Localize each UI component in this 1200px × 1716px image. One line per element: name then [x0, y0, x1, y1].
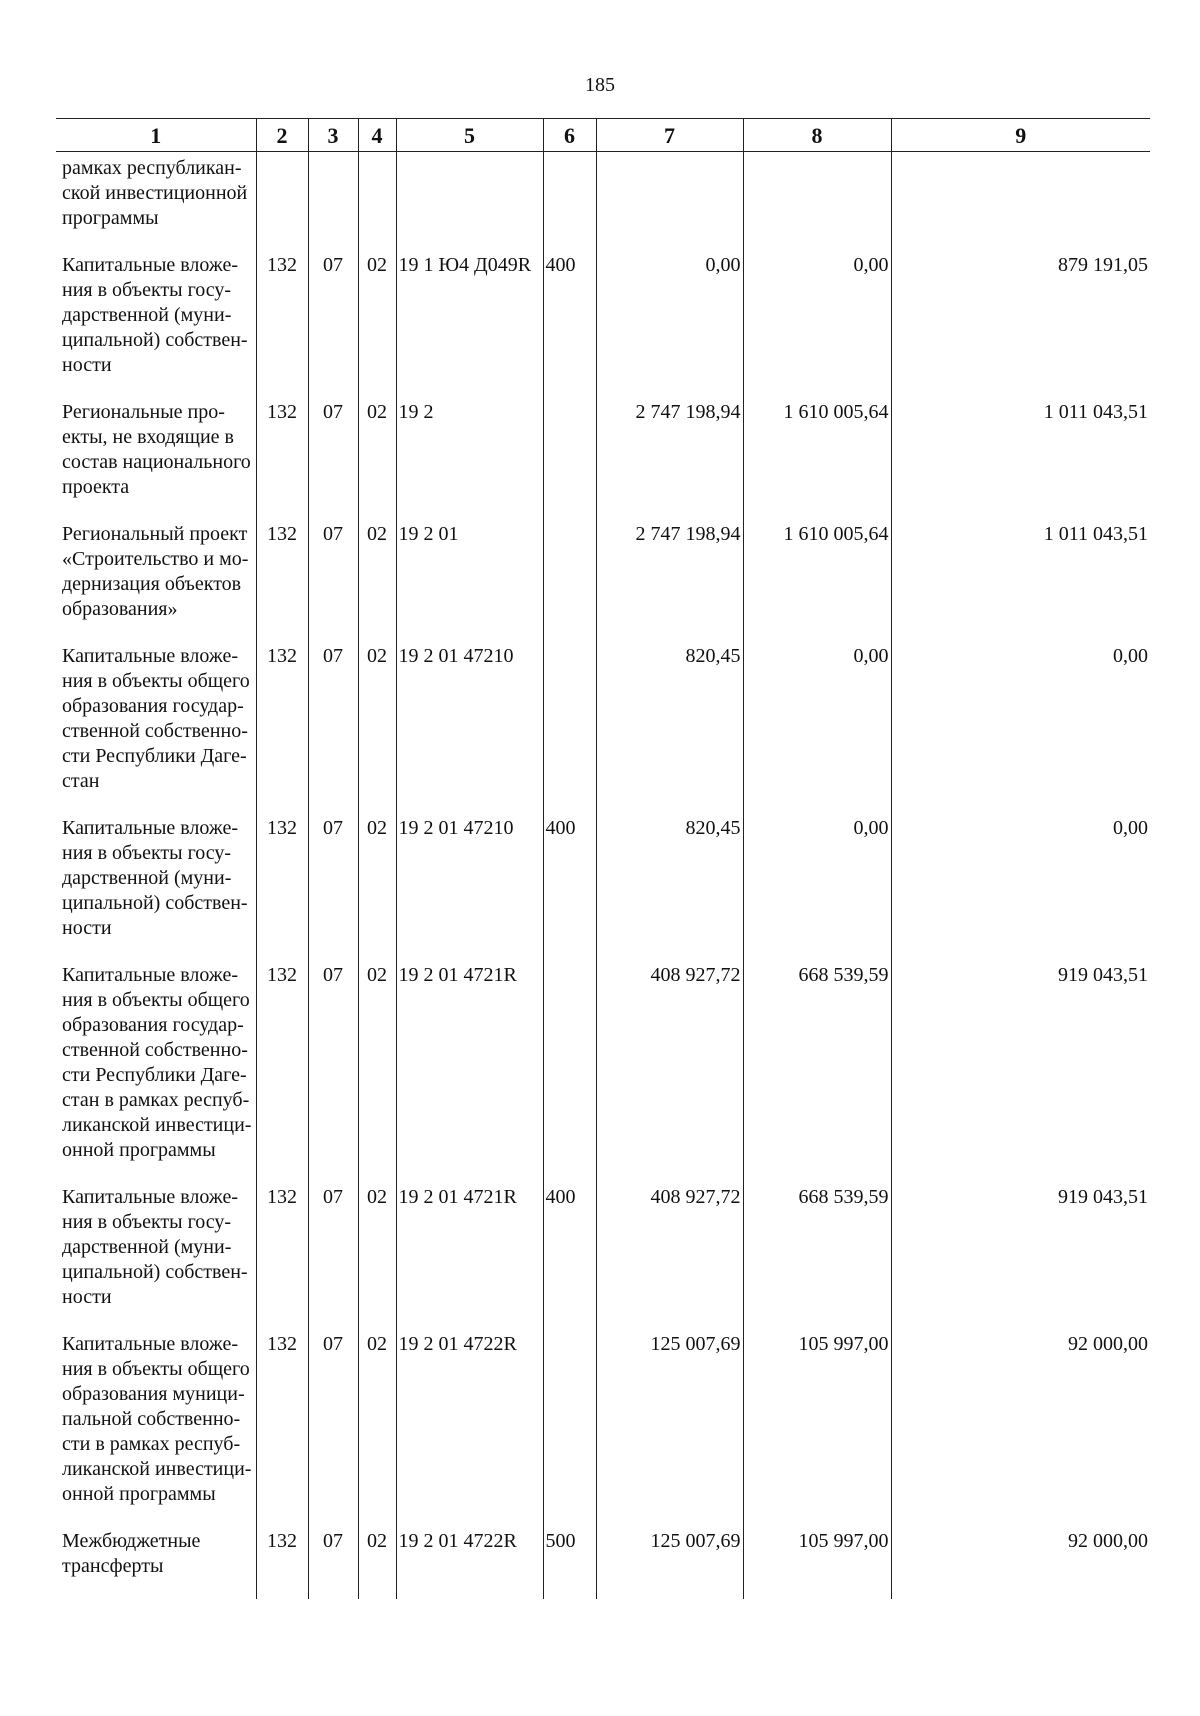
item-name-line: Капитальные вложе- — [62, 964, 239, 986]
amount-col7-cell: 820,45 — [596, 642, 743, 814]
subsection-cell: 02 — [358, 398, 396, 520]
item-name-line: образования государ- — [62, 1014, 244, 1036]
page-number: 185 — [585, 74, 615, 96]
item-name-cell — [56, 1183, 256, 1330]
item-name-line: ликанской инвестици- — [62, 1114, 252, 1136]
kbk-chapter-cell: 132 — [256, 1330, 308, 1527]
amount-col8-cell: 0,00 — [743, 642, 891, 814]
item-name-line: ципальной) собствен- — [62, 892, 248, 914]
expense-type-cell: 400 — [543, 251, 596, 398]
column-header: 1 — [56, 119, 256, 152]
amount-col8-cell: 668 539,59 — [743, 1183, 891, 1330]
item-name-line: ности — [62, 1286, 112, 1308]
item-name-line: проекта — [62, 476, 130, 498]
amount-col8-cell: 1 610 005,64 — [743, 398, 891, 520]
item-name-line: Капитальные вложе- — [62, 645, 239, 667]
item-name-cell — [56, 642, 256, 814]
amount-col8-cell: 1 610 005,64 — [743, 520, 891, 642]
item-name-line: Капитальные вложе- — [62, 817, 239, 839]
amount-col7-cell: 820,45 — [596, 814, 743, 961]
expense-type-cell — [543, 152, 596, 252]
subsection-cell — [358, 152, 396, 252]
section-cell: 07 — [308, 398, 358, 520]
column-header: 3 — [308, 119, 358, 152]
expense-type-cell: 400 — [543, 814, 596, 961]
table-row — [56, 961, 1150, 1183]
item-name-line: пальной собственно- — [62, 1408, 241, 1430]
column-header: 9 — [891, 119, 1150, 152]
amount-col9-cell — [891, 152, 1150, 252]
section-cell: 07 — [308, 814, 358, 961]
column-header: 4 — [358, 119, 396, 152]
item-name-line: Региональные про- — [62, 401, 225, 423]
item-name-line: сти в рамках респуб- — [62, 1433, 241, 1455]
section-cell — [308, 152, 358, 252]
column-header: 6 — [543, 119, 596, 152]
table-row — [56, 1183, 1150, 1330]
kbk-chapter-cell: 132 — [256, 1183, 308, 1330]
target-article-cell: 19 2 01 4721R — [396, 961, 543, 1183]
item-name-line: сти Республики Даге- — [62, 745, 247, 767]
subsection-cell: 02 — [358, 814, 396, 961]
item-name-line: стан в рамках респуб- — [62, 1089, 250, 1111]
expense-type-cell: 400 — [543, 1183, 596, 1330]
item-name-line: образования государ- — [62, 695, 244, 717]
amount-col8-cell: 668 539,59 — [743, 961, 891, 1183]
item-name-line: ния в объекты госу- — [62, 842, 232, 864]
target-article-cell: 19 2 01 — [396, 520, 543, 642]
amount-col7-cell: 2 747 198,94 — [596, 398, 743, 520]
amount-col9-cell: 879 191,05 — [891, 251, 1150, 398]
section-cell: 07 — [308, 1183, 358, 1330]
amount-col7-cell — [596, 152, 743, 252]
item-name-line: ликанской инвестици- — [62, 1458, 252, 1480]
item-name-line: ской инвестиционной — [62, 182, 248, 204]
kbk-chapter-cell: 132 — [256, 520, 308, 642]
kbk-chapter-cell: 132 — [256, 642, 308, 814]
amount-col9-cell: 0,00 — [891, 814, 1150, 961]
table-row — [56, 814, 1150, 961]
budget-table — [56, 118, 1150, 1599]
item-name-line: дарственной (муни- — [62, 304, 232, 326]
column-header: 7 — [596, 119, 743, 152]
expense-type-cell — [543, 642, 596, 814]
subsection-cell: 02 — [358, 1183, 396, 1330]
column-header: 2 — [256, 119, 308, 152]
target-article-cell: 19 1 Ю4 Д049R — [396, 251, 543, 398]
section-cell: 07 — [308, 1527, 358, 1599]
amount-col7-cell: 408 927,72 — [596, 1183, 743, 1330]
kbk-chapter-cell: 132 — [256, 961, 308, 1183]
amount-col7-cell: 125 007,69 — [596, 1330, 743, 1527]
target-article-cell: 19 2 01 4722R — [396, 1527, 543, 1599]
amount-col8-cell: 0,00 — [743, 251, 891, 398]
section-cell: 07 — [308, 1330, 358, 1527]
item-name-line: ния в объекты общего — [62, 670, 250, 692]
amount-col9-cell: 1 011 043,51 — [891, 398, 1150, 520]
expense-type-cell — [543, 520, 596, 642]
kbk-chapter-cell: 132 — [256, 398, 308, 520]
item-name-line: ния в объекты общего — [62, 1358, 250, 1380]
subsection-cell: 02 — [358, 520, 396, 642]
amount-col8-cell — [743, 152, 891, 252]
item-name-line: ния в объекты госу- — [62, 279, 232, 301]
item-name-cell — [56, 398, 256, 520]
expense-type-cell — [543, 398, 596, 520]
item-name-line: ния в объекты общего — [62, 989, 250, 1011]
item-name-line: трансферты — [62, 1555, 164, 1577]
subsection-cell: 02 — [358, 1330, 396, 1527]
amount-col8-cell: 0,00 — [743, 814, 891, 961]
amount-col8-cell: 105 997,00 — [743, 1527, 891, 1599]
amount-col7-cell: 408 927,72 — [596, 961, 743, 1183]
item-name-line: ственной собственно- — [62, 1039, 248, 1061]
amount-col9-cell: 1 011 043,51 — [891, 520, 1150, 642]
target-article-cell: 19 2 01 47210 — [396, 814, 543, 961]
item-name-line: программы — [62, 207, 159, 229]
item-name-line: дернизация объектов — [62, 573, 242, 595]
item-name-line: Региональный проект — [62, 523, 248, 545]
amount-col9-cell: 0,00 — [891, 642, 1150, 814]
item-name-line: дарственной (муни- — [62, 867, 232, 889]
item-name-line: ципальной) собствен- — [62, 329, 248, 351]
kbk-chapter-cell: 132 — [256, 1527, 308, 1599]
table-row — [56, 520, 1150, 642]
expense-type-cell — [543, 961, 596, 1183]
item-name-cell — [56, 251, 256, 398]
expense-type-cell — [543, 1330, 596, 1527]
item-name-line: ципальной) собствен- — [62, 1261, 248, 1283]
amount-col9-cell: 92 000,00 — [891, 1527, 1150, 1599]
item-name-line: стан — [62, 770, 100, 792]
table-row — [56, 642, 1150, 814]
table-header-row — [56, 119, 1150, 152]
item-name-cell — [56, 520, 256, 642]
item-name-line: дарственной (муни- — [62, 1236, 232, 1258]
table-row — [56, 1527, 1150, 1599]
item-name-cell — [56, 152, 256, 252]
kbk-chapter-cell — [256, 152, 308, 252]
amount-col8-cell: 105 997,00 — [743, 1330, 891, 1527]
item-name-line: Межбюджетные — [62, 1530, 201, 1552]
amount-col7-cell: 125 007,69 — [596, 1527, 743, 1599]
column-header: 5 — [396, 119, 543, 152]
item-name-cell — [56, 961, 256, 1183]
subsection-cell: 02 — [358, 961, 396, 1183]
item-name-cell — [56, 1527, 256, 1599]
item-name-line: ственной собственно- — [62, 720, 248, 742]
item-name-line: Капитальные вложе- — [62, 1186, 239, 1208]
item-name-line: ности — [62, 917, 112, 939]
item-name-line: образования» — [62, 598, 178, 620]
item-name-line: ния в объекты госу- — [62, 1211, 232, 1233]
target-article-cell: 19 2 — [396, 398, 543, 520]
table-row — [56, 251, 1150, 398]
amount-col7-cell: 2 747 198,94 — [596, 520, 743, 642]
table-row — [56, 1330, 1150, 1527]
table-row — [56, 398, 1150, 520]
item-name-line: онной программы — [62, 1483, 216, 1505]
item-name-line: образования муници- — [62, 1383, 245, 1405]
expense-type-cell: 500 — [543, 1527, 596, 1599]
item-name-line: состав национального — [62, 451, 251, 473]
item-name-line: Капитальные вложе- — [62, 1333, 239, 1355]
amount-col9-cell: 919 043,51 — [891, 1183, 1150, 1330]
target-article-cell — [396, 152, 543, 252]
item-name-cell — [56, 814, 256, 961]
subsection-cell: 02 — [358, 251, 396, 398]
item-name-line: онной программы — [62, 1139, 216, 1161]
item-name-line: «Строительство и мо- — [62, 548, 249, 570]
target-article-cell: 19 2 01 4721R — [396, 1183, 543, 1330]
column-header: 8 — [743, 119, 891, 152]
amount-col9-cell: 92 000,00 — [891, 1330, 1150, 1527]
item-name-line: екты, не входящие в — [62, 426, 234, 448]
subsection-cell: 02 — [358, 1527, 396, 1599]
item-name-line: рамках республикан- — [62, 157, 242, 179]
subsection-cell: 02 — [358, 642, 396, 814]
table-row — [56, 152, 1150, 252]
target-article-cell: 19 2 01 4722R — [396, 1330, 543, 1527]
section-cell: 07 — [308, 961, 358, 1183]
item-name-line: сти Республики Даге- — [62, 1064, 247, 1086]
section-cell: 07 — [308, 251, 358, 398]
kbk-chapter-cell: 132 — [256, 814, 308, 961]
item-name-line: ности — [62, 354, 112, 376]
section-cell: 07 — [308, 642, 358, 814]
kbk-chapter-cell: 132 — [256, 251, 308, 398]
table-body — [56, 152, 1150, 1600]
item-name-line: Капитальные вложе- — [62, 254, 239, 276]
target-article-cell: 19 2 01 47210 — [396, 642, 543, 814]
amount-col9-cell: 919 043,51 — [891, 961, 1150, 1183]
section-cell: 07 — [308, 520, 358, 642]
amount-col7-cell: 0,00 — [596, 251, 743, 398]
item-name-cell — [56, 1330, 256, 1527]
